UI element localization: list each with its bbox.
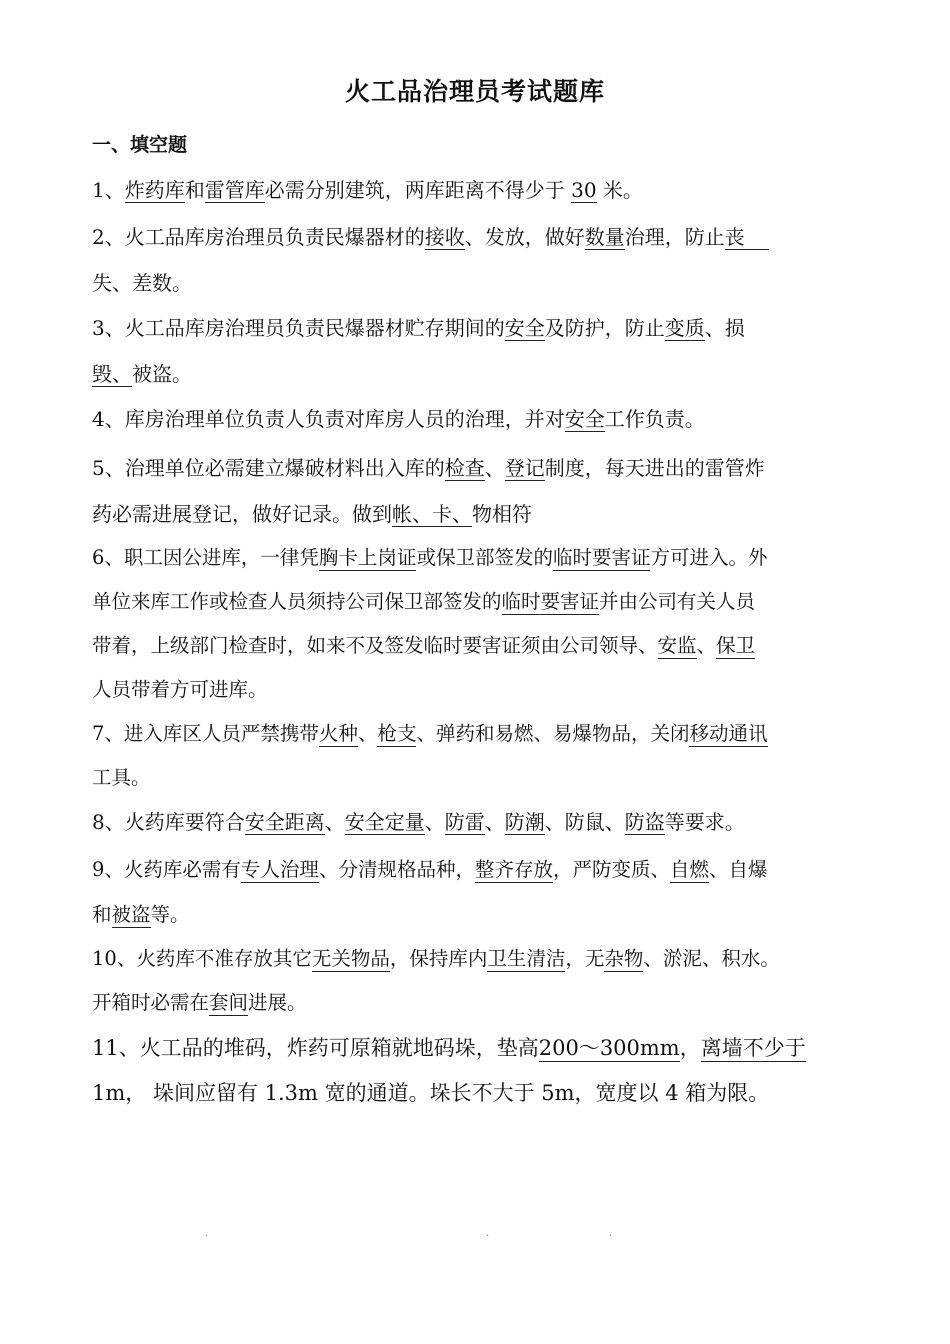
answer-blank: 毁、: [92, 362, 132, 386]
answer-blank: 安全距离: [244, 810, 325, 834]
question-10-cont: 开箱时必需在套间进展。: [92, 991, 307, 1014]
answer-blank: 被盗: [111, 903, 151, 926]
answer-blank: 登记: [504, 456, 545, 480]
question-11: 11、火工品的堆码，炸药可原箱就地码垛，垫高200～300mm，离墙不少于: [92, 1036, 806, 1060]
answer-blank: 防潮: [504, 810, 545, 834]
answer-blank: 接收: [424, 225, 465, 249]
question-4: 4、库房治理单位负责人负责对库房人员的治理，并对安全工作负责。: [92, 407, 705, 431]
footer-dot: .: [486, 1228, 490, 1239]
question-8: 8、火药库要符合安全距离、安全定量、防雷、防潮、防鼠、防盗等要求。: [92, 810, 745, 834]
question-6-cont-3: 人员带着方可进库。: [92, 678, 268, 701]
question-2-cont: 失、差数。: [92, 271, 192, 295]
answer-blank: 安全: [504, 316, 545, 340]
answer-blank: 检查: [444, 456, 485, 480]
answer-blank: 临时要害证: [501, 590, 600, 613]
section-heading: 一、填空题: [92, 134, 188, 156]
question-5: 5、治理单位必需建立爆破材料出入库的检查、登记制度，每天进出的雷管炸: [92, 456, 765, 480]
question-6-cont-1: 单位来库工作或检查人员须持公司保卫部签发的临时要害证并由公司有关人员: [92, 590, 756, 613]
question-9-cont: 和被盗等。: [92, 903, 190, 926]
question-7-cont: 工具。: [92, 766, 151, 789]
answer-blank: 无关物品: [311, 947, 390, 970]
answer-blank: 30: [571, 178, 597, 202]
answer-blank: 枪支: [377, 722, 417, 745]
question-3: 3、火工品库房治理员负责民爆器材贮存期间的安全及防护，防止变质、损: [92, 316, 745, 340]
answer-blank: 套间: [209, 991, 249, 1014]
answer-blank: 变质: [664, 316, 705, 340]
answer-blank: 炸药库: [124, 178, 185, 202]
answer-blank: 临时要害证: [552, 546, 651, 569]
answer-blank: 帐、: [392, 502, 432, 526]
question-7: 7、进入库区人员严禁携带火种、枪支、弹药和易燃、易爆物品，关闭移动通讯: [92, 722, 768, 745]
answer-blank: 整齐存放: [474, 858, 553, 881]
answer-blank: 防盗: [624, 810, 665, 834]
answer-blank: 杂物: [604, 947, 644, 970]
question-11-cont: 1m， 垛间应留有 1.3m 宽的通道。垛长不大于 5m，宽度以 4 箱为限。: [92, 1081, 770, 1105]
question-6: 6、职工因公进库，一律凭胸卡上岗证或保卫部签发的临时要害证方可进入。外: [92, 546, 768, 569]
answer-blank: 移动通讯: [689, 722, 768, 745]
answer-blank: 自燃: [669, 858, 709, 881]
footer-dot: .: [205, 1228, 209, 1239]
answer-blank: 丧: [725, 227, 769, 250]
answer-blank: 雷管库: [204, 178, 265, 202]
question-6-cont-2: 带着，上级部门检查时，如来不及签发临时要害证须由公司领导、安监、保卫: [92, 634, 756, 657]
question-5-cont: 药必需进展登记，做好记录。做到帐、卡、物相符: [92, 502, 532, 526]
footer-dot: .: [609, 1228, 613, 1239]
answer-blank: 卫生清洁: [487, 947, 566, 970]
answer-blank: 卡、: [432, 502, 472, 526]
answer-blank: 数量: [584, 225, 625, 249]
page-title: 火工品治理员考试题库: [344, 77, 605, 106]
answer-blank: 安全定量: [344, 810, 425, 834]
answer-blank: 离墙不少于: [700, 1036, 806, 1060]
answer-blank: 火种: [318, 722, 358, 745]
answer-blank: 安全: [564, 407, 605, 431]
answer-blank: 安监: [657, 634, 697, 657]
question-9: 9、火药库必需有专人治理、分清规格品种，整齐存放，严防变质、自燃、自爆: [92, 858, 768, 881]
answer-blank: 胸卡上岗证: [318, 546, 417, 569]
question-10: 10、火药库不准存放其它无关物品，保持库内卫生清洁，无杂物、淤泥、积水。: [92, 947, 780, 970]
question-3-cont: 毁、被盗。: [92, 362, 192, 386]
question-2: 2、火工品库房治理员负责民爆器材的接收、发放，做好数量治理，防止丧: [92, 227, 769, 250]
answer-blank: 200～300mm: [538, 1036, 680, 1060]
answer-blank: 防雷: [444, 810, 485, 834]
answer-blank: 保卫: [716, 634, 756, 657]
question-1: 1、炸药库和雷管库必需分别建筑，两库距离不得少于 30 米。: [92, 178, 643, 202]
answer-blank: 专人治理: [240, 858, 319, 881]
